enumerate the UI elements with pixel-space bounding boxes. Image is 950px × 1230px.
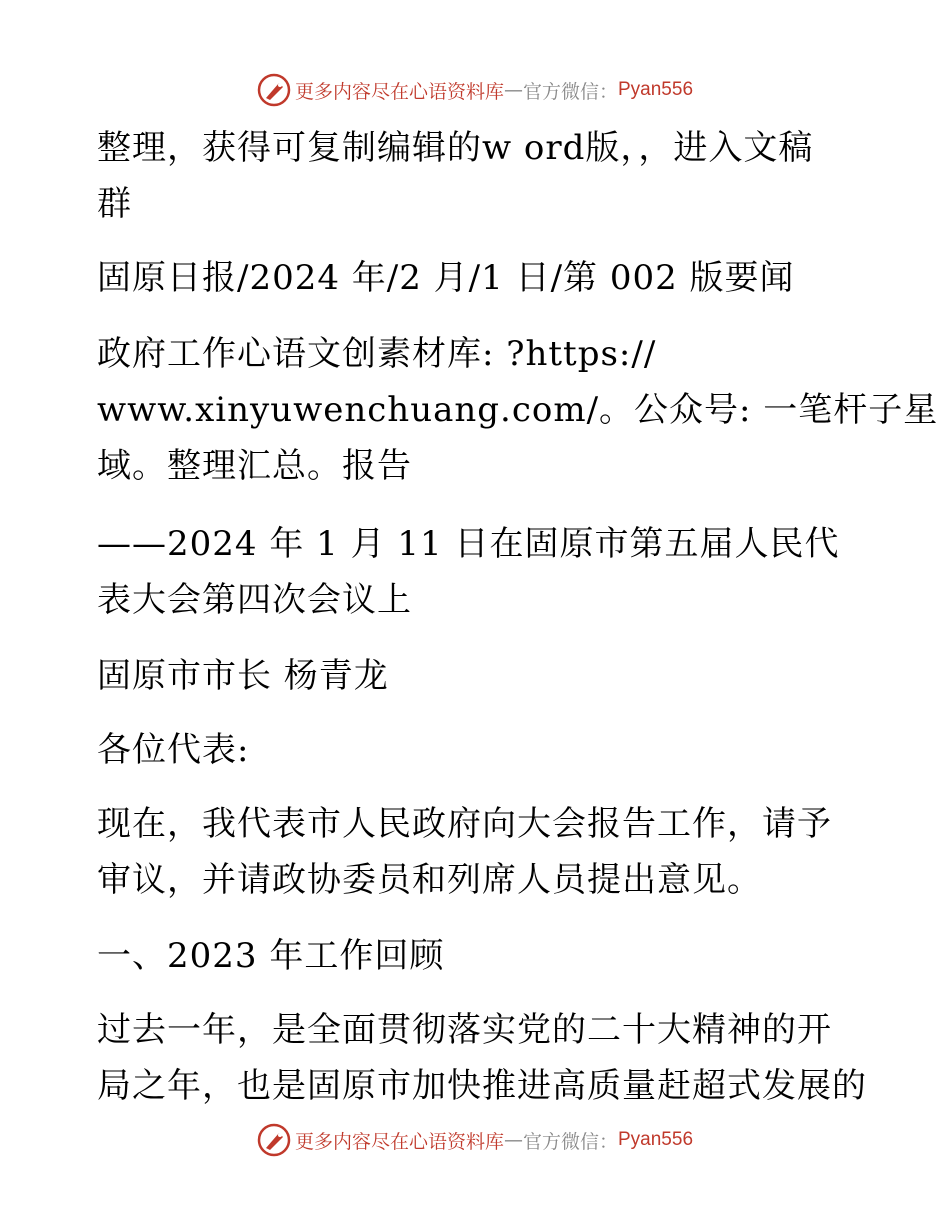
paragraph-line: 局之年，也是固原市加快推进高质量赶超式发展的 <box>97 1066 867 1106</box>
paragraph-line: www.xinyuwenchuang.com/。公众号: 一笔杆子星 <box>97 390 939 430</box>
paragraph-line: 域。整理汇总。报告 <box>97 446 412 486</box>
author-line <box>97 648 857 704</box>
source-note <box>97 326 939 494</box>
review-paragraph <box>97 1002 867 1114</box>
paragraph-line: ——2024 年 1 月 11 日在固原市第五届人民代 <box>97 524 840 564</box>
pen-nib-logo-icon <box>257 73 291 107</box>
paragraph-line: 政府工作心语文创素材库: ?https:// <box>97 334 657 374</box>
paragraph-line: 固原市市长 杨青龙 <box>97 656 389 696</box>
paragraph-line: 现在，我代表市人民政府向大会报告工作，请予 <box>97 804 832 844</box>
banner-wechat-label: 官方微信： <box>522 80 618 103</box>
paragraph-line: 审议，并请政协委员和列席人员提出意见。 <box>97 860 762 900</box>
newspaper-source-line <box>97 250 857 306</box>
pen-nib-logo-icon <box>257 1123 291 1157</box>
paragraph-line: 固原日报/2024 年/2 月/1 日/第 002 版要闻 <box>97 258 795 298</box>
banner-wechat-id: Pyan556 <box>618 1129 694 1150</box>
section-heading <box>97 928 857 984</box>
salutation <box>97 722 857 778</box>
banner-wechat-label: 官方微信： <box>522 1130 618 1153</box>
opening-paragraph <box>97 796 857 908</box>
banner-main-text: 更多内容尽在心语资料库 <box>294 80 504 103</box>
paragraph-line: 过去一年，是全面贯彻落实党的二十大精神的开 <box>97 1010 832 1050</box>
paragraph-line: 表大会第四次会议上 <box>97 580 412 620</box>
report-subtitle <box>97 516 857 628</box>
document-body <box>97 120 857 232</box>
header-banner <box>0 70 950 110</box>
footer-banner <box>0 1120 950 1160</box>
paragraph-line: 一、2023 年工作回顾 <box>97 936 445 976</box>
banner-separator: — <box>503 79 523 101</box>
paragraph-line: 各位代表: <box>97 730 250 770</box>
banner-main-text: 更多内容尽在心语资料库 <box>294 1130 504 1153</box>
banner-wechat-id: Pyan556 <box>618 79 694 100</box>
banner-separator: — <box>503 1129 523 1151</box>
paragraph-line: 整理，获得可复制编辑的w ord版，，进入文稿 <box>97 128 814 168</box>
paragraph-line: 群 <box>97 184 132 224</box>
